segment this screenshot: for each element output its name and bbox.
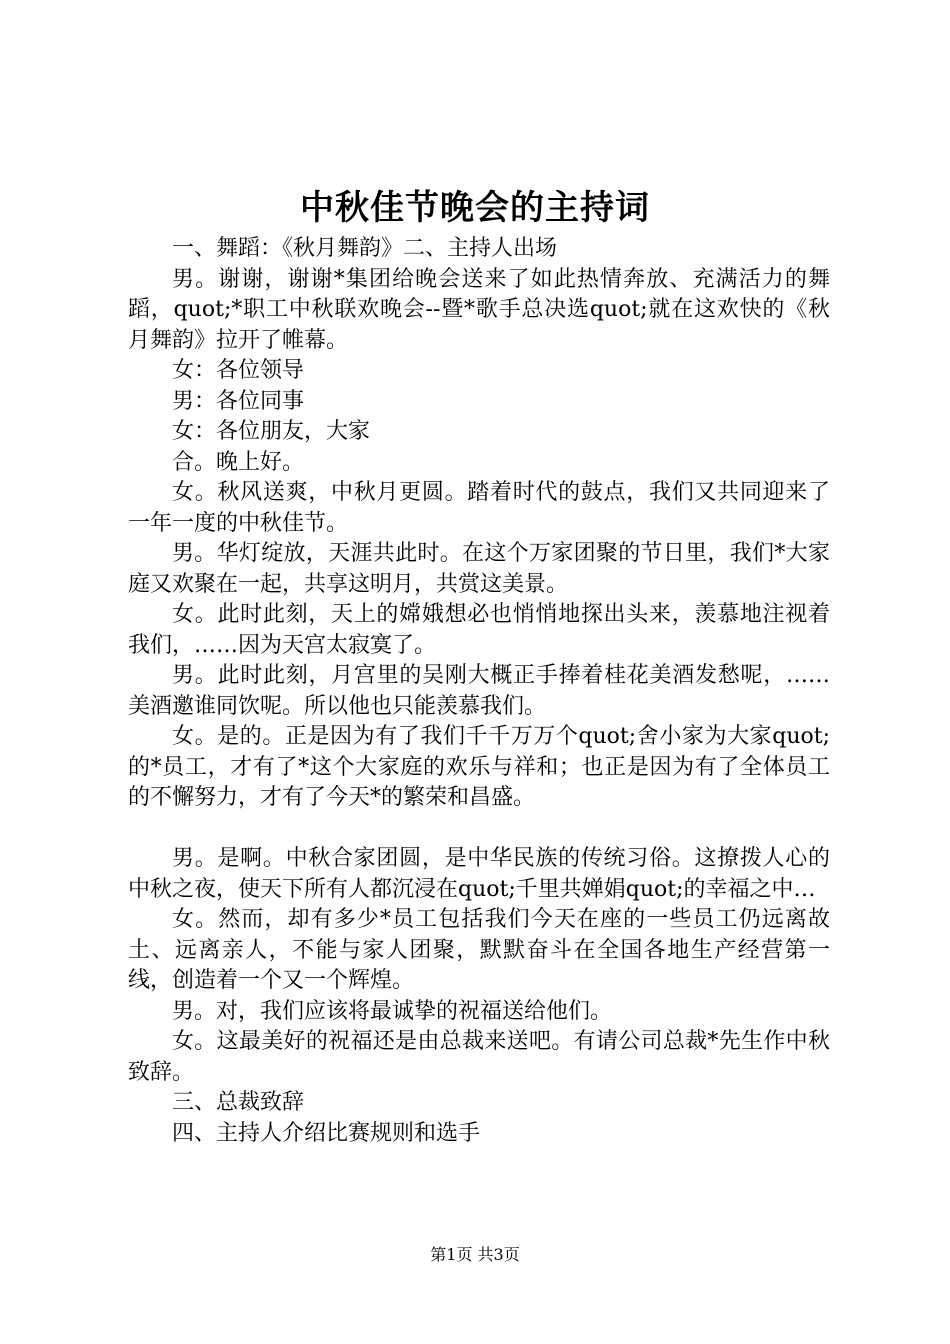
paragraph: 男。对，我们应该将最诚挚的祝福送给他们。 (172, 998, 613, 1024)
paragraph: 男：各位同事 (172, 388, 305, 414)
paragraph: 男。华灯绽放，天涯共此时。在这个万家团聚的节日里，我们*大家庭又欢聚在一起，共享这明月，共赏这美景。 (128, 541, 830, 597)
paragraph: 男。此时此刻，月宫里的吴刚大概正手捧着桂花美酒发愁呢，……美酒邀谁同饮呢。所以他也只能羡慕我们。 (128, 663, 830, 719)
paragraph: 女。然而，却有多少*员工包括我们今天在座的一些员工仍远离故土、远离亲人，不能与家人团聚，默默奋斗在全国各地生产经营第一线，创造着一个又一个辉煌。 (128, 907, 830, 993)
paragraph: 女。这最美好的祝福还是由总裁来送吧。有请公司总裁*先生作中秋致辞。 (128, 1029, 830, 1085)
paragraph: 女：各位朋友，大家 (172, 419, 371, 444)
paragraph: 男。谢谢，谢谢*集团给晚会送来了如此热情奔放、充满活力的舞蹈，quot;*职工中秋联欢晚会--暨*歌手总决选quot;就在这欢快的《秋月舞韵》拉开了帷幕。 (128, 266, 830, 353)
paragraph: 四、主持人介绍比赛规则和选手 (172, 1120, 481, 1146)
paragraph: 女。秋风送爽，中秋月更圆。踏着时代的鼓点，我们又共同迎来了一年一度的中秋佳节。 (128, 480, 830, 536)
paragraph: 女：各位领导 (172, 358, 305, 383)
paragraph: 三、总裁致辞 (172, 1090, 305, 1115)
paragraph: 合。晚上好。 (172, 449, 305, 475)
paragraph: 女。此时此刻，天上的嫦娥想必也悄悄地探出头来，羡慕地注视着我们，……因为天宫太寂寞了。 (128, 602, 830, 658)
paragraph-gap (128, 814, 830, 845)
document-body (128, 234, 830, 1149)
page-footer: 第1页 共3页 (430, 1245, 520, 1264)
paragraph: 男。是啊。中秋合家团圆，是中华民族的传统习俗。这撩拨人心的中秋之夜，使天下所有人都沉浸在quot;千里共婵娟quot;的幸福之中… (128, 846, 830, 902)
paragraph: 女。是的。正是因为有了我们千千万万个quot;舍小家为大家quot;的*员工，才有了*这个大家庭的欢乐与祥和；也正是因为有了全体员工的不懈努力，才有了今天*的繁荣和昌盛。 (128, 724, 830, 810)
paragraph: 一、舞蹈：《秋月舞韵》二、主持人出场 (172, 236, 558, 261)
document-title: 中秋佳节晚会的主持词 (300, 188, 650, 228)
